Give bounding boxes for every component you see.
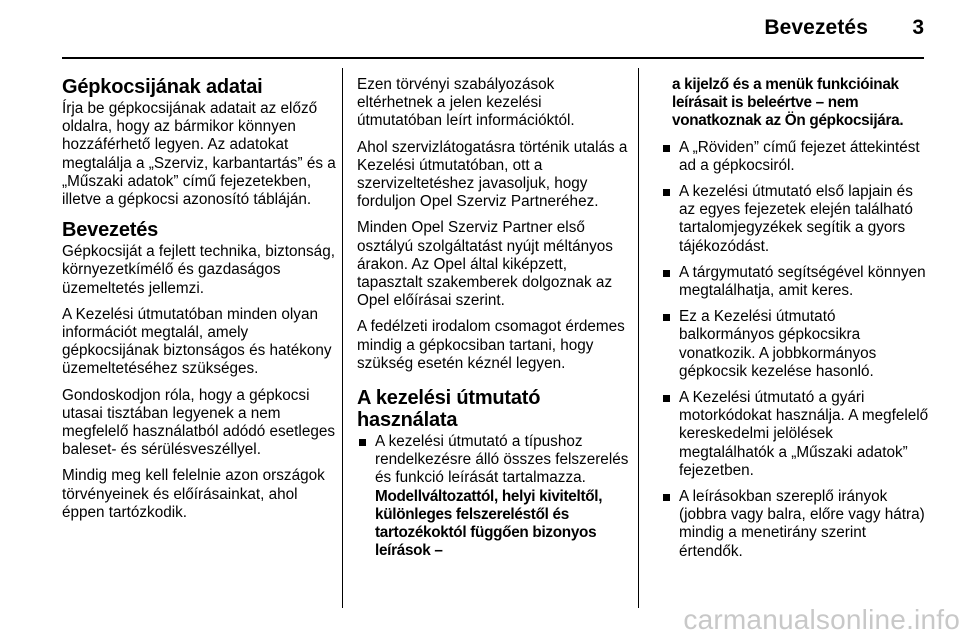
list-item-text: A kezelési útmutató első lapjain és az egyes fejezetek elején található tartalomjegyzékek segítik a gyors tájékozódást.	[679, 183, 913, 255]
list-item-text: A Kezelési útmutató a gyári motorkódokat használja. A megfelelő kereskedelmi jelölések megtalálhatók a „Műszaki adatok” fejezetben.	[679, 389, 929, 479]
square-bullet-icon	[663, 145, 670, 152]
paragraph: Ahol szervizlátogatásra történik utalás a Kezelési útmutatóban, ott a szervizeltetéshez javasoljuk, hogy forduljon Opel Szerviz Partneréhez.	[357, 138, 628, 211]
header-rule	[62, 57, 924, 59]
column-2	[357, 62, 629, 568]
list-item	[661, 389, 931, 480]
list-item-text: A „Röviden” című fejezet áttekintést ad a gépkocsiról.	[679, 138, 920, 174]
square-bullet-icon	[663, 314, 670, 321]
paragraph: Minden Opel Szerviz Partner első osztályú szolgáltatást nyújt méltányos árakon. Az Opel által kiképzett, tapasztalt szakemberek dolgoznak az Opel előírásai szerint.	[357, 219, 613, 310]
column-1	[62, 62, 336, 530]
paragraph: Írja be gépkocsijának adatait az előző oldalra, hogy az bármikor könnyen hozzáférhető legyen. Az adatokat megtalálja a „Szerviz, karbantartás” és a „Műszaki adatok” című fejezetekben, illetve a gépkocsi azonosító tábláján.	[62, 100, 336, 209]
paragraph: Mindig meg kell felelnie azon országok törvényeinek és előírásainkat, ahol éppen tartózkodik.	[62, 467, 325, 521]
bullet-list	[661, 139, 931, 561]
continued-bold-text: a kijelző és a menük funkcióinak leírásait is beleértve – nem vonatkoznak az Ön gépkocsijára.	[672, 76, 904, 130]
square-bullet-icon	[663, 494, 670, 501]
section-heading: Gépkocsijának adatai	[62, 76, 263, 98]
list-item	[661, 183, 931, 256]
page-number: 3	[912, 16, 924, 39]
square-bullet-icon	[359, 439, 366, 446]
list-item	[661, 139, 931, 175]
column-3	[661, 62, 931, 569]
list-item-text: A tárgymutató segítségével könnyen megtalálhatja, amit keres.	[679, 263, 926, 300]
list-item-text: A leírásokban szereplő irányok (jobbra vagy balra, előre vagy hátra) mindig a menetirány szerint értendők.	[679, 488, 925, 560]
list-item	[661, 488, 931, 561]
list-item-text: A kezelési útmutató a típushoz rendelkezésre álló összes felszerelés és funkció leírását tartalmazza.	[375, 433, 629, 487]
list-item	[661, 264, 931, 300]
page-header	[0, 0, 960, 40]
list-item-bold-text: Modellváltozattól, helyi kiviteltől, különleges felszereléstől és tartozékoktól függően bizonyos leírások –	[375, 487, 603, 560]
column-divider	[638, 68, 639, 608]
paragraph: Gépkocsiját a fejlett technika, biztonság, környezetkímélő és gazdaságos üzemeltetés jellemzi.	[62, 243, 335, 297]
section-heading: A kezelési útmutató használata	[357, 387, 541, 432]
watermark: carmanualsonline.info	[683, 604, 960, 635]
paragraph: Gondoskodjon róla, hogy a gépkocsi utasai tisztában legyenek a nem megfelelő használatból adódó esetleges baleset- és sérülésveszéllyel.	[62, 386, 335, 459]
square-bullet-icon	[663, 270, 670, 277]
list-item	[661, 308, 931, 381]
section-heading: Bevezetés	[62, 219, 159, 242]
square-bullet-icon	[663, 395, 670, 402]
column-divider	[342, 68, 343, 608]
paragraph: Ezen törvényi szabályozások eltérhetnek a jelen kezelési útmutatóban leírt információktól.	[357, 76, 575, 130]
paragraph: A fedélzeti irodalom csomagot érdemes mindig a gépkocsiban tartani, hogy szükség esetén kéznél legyen.	[357, 318, 625, 372]
list-item-text: Ez a Kezelési útmutató balkormányos gépkocsikra vonatkozik. A jobbkormányos gépkocsik kezelése hasonló.	[679, 308, 877, 380]
square-bullet-icon	[663, 189, 670, 196]
list-item	[357, 433, 629, 560]
bullet-list	[357, 433, 629, 560]
header-title: Bevezetés	[764, 16, 868, 39]
paragraph: A Kezelési útmutatóban minden olyan információt megtalál, amely gépkocsijának biztonságos és hatékony üzemeltetéséhez szükséges.	[62, 305, 332, 378]
